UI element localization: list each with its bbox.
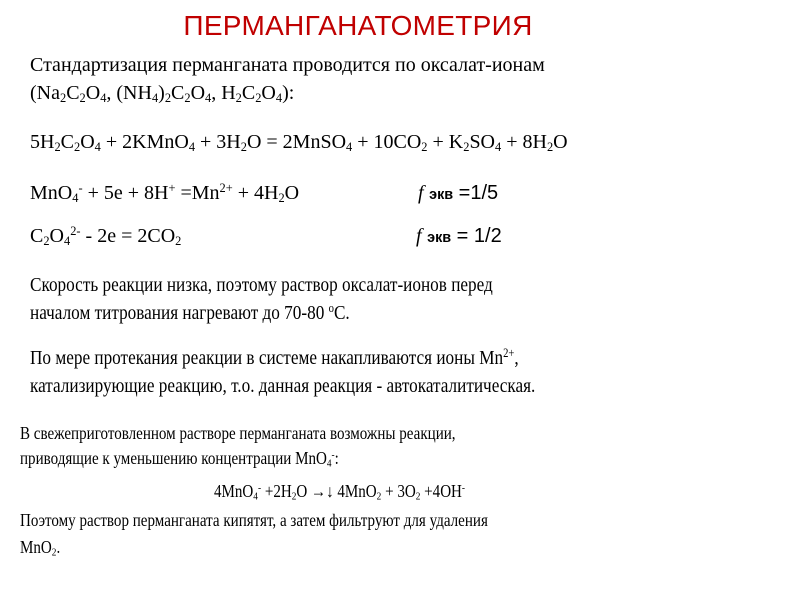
- text-fragment: + 10CO: [352, 131, 422, 153]
- subscript: 2: [43, 234, 50, 249]
- text-fragment: = 1/2: [451, 225, 502, 247]
- text-fragment: O →↓ 4MnO: [296, 481, 377, 501]
- subscript: 2: [59, 91, 67, 106]
- subscript: 4: [64, 234, 71, 249]
- text-fragment: :: [334, 448, 339, 468]
- slide-title: ПЕРМАНГАНАТОМЕТРИЯ: [183, 10, 533, 41]
- text-fragment: O: [80, 131, 95, 153]
- text-fragment: O: [190, 82, 206, 104]
- subscript: 2: [415, 490, 421, 503]
- text-fragment: f: [418, 182, 424, 204]
- text-fragment: По мере протекания реакции в системе накапливаются ионы Mn: [30, 347, 504, 369]
- paragraph-heating-line-2: [30, 298, 350, 328]
- text-fragment: .: [56, 537, 61, 557]
- text-fragment: + 2KMnO: [100, 131, 189, 153]
- subscript: 2: [74, 140, 81, 155]
- paragraph-autocatalysis-line-2: катализирующие реакцию, т.о. данная реакция - автокаталитическая.: [30, 375, 536, 397]
- text-fragment: (Na: [30, 82, 60, 104]
- subscript: 4: [188, 140, 196, 155]
- text-fragment: O: [85, 82, 101, 104]
- subscript: 4: [326, 457, 332, 470]
- subscript: 2: [184, 91, 191, 106]
- subscript: 2: [54, 140, 61, 155]
- subscript: 4: [346, 140, 353, 155]
- text-fragment: MnO: [20, 537, 52, 557]
- subscript: 2: [421, 140, 428, 155]
- subscript: 2: [235, 91, 242, 106]
- subscript: 4: [94, 140, 101, 155]
- subscript: 4: [253, 490, 258, 503]
- text-fragment: MnO: [30, 182, 73, 204]
- text-fragment: + 4H: [232, 182, 279, 204]
- half-reaction-permanganate: [30, 178, 299, 208]
- text-fragment: + 3H: [195, 131, 241, 153]
- equivalence-factor-1: [418, 178, 498, 210]
- text-fragment: приводящие к уменьшению концентрации MnO: [20, 448, 327, 468]
- subscript: 4: [151, 91, 159, 106]
- text-fragment: O: [261, 82, 276, 104]
- paragraph-heating-line-1: Скорость реакции низка, поэтому раствор оксалат-ионов перед: [30, 274, 493, 296]
- text-fragment: O: [284, 182, 300, 204]
- superscript: -: [78, 181, 83, 196]
- text-fragment: , (NH: [106, 82, 152, 104]
- text-fragment: +4OH: [420, 481, 462, 501]
- subscript: 2: [51, 546, 57, 559]
- half-reaction-oxalate: [30, 221, 181, 251]
- text-fragment: SO: [469, 131, 496, 153]
- subscript: 2: [278, 191, 285, 206]
- paragraph-decomposition-line-4: [20, 533, 60, 561]
- paragraph-decomposition-line-1: В свежеприготовленном растворе перманганата возможны реакции,: [20, 423, 456, 443]
- text-fragment: =1/5: [453, 182, 499, 204]
- subscript: 2: [546, 140, 554, 155]
- subscript: 4: [205, 91, 212, 106]
- subscript: 2: [463, 140, 470, 155]
- text-fragment: 4MnO: [214, 481, 254, 501]
- text-fragment: O: [553, 131, 568, 153]
- subscript: 4: [72, 191, 79, 206]
- subscript: 2: [291, 490, 297, 503]
- intro-line-1: Стандартизация перманганата проводится по оксалат-ионам: [30, 54, 545, 76]
- subscript: 2: [376, 490, 382, 503]
- text-fragment: C: [30, 225, 44, 247]
- text-fragment: O = 2MnSO: [246, 131, 347, 153]
- text-fragment: + K: [427, 131, 464, 153]
- text-fragment: ):: [282, 82, 295, 104]
- text-fragment: C: [66, 82, 80, 104]
- text-fragment: O: [49, 225, 64, 247]
- subscript: 2: [164, 91, 172, 106]
- subscript: 4: [495, 140, 502, 155]
- text-fragment: =Mn: [175, 182, 220, 204]
- subscript: 2: [255, 91, 262, 106]
- text-fragment: C: [60, 131, 74, 153]
- text-fragment: ,: [514, 347, 519, 369]
- superscript: 2+: [503, 346, 515, 361]
- text-fragment: ): [158, 82, 165, 104]
- superscript: o: [328, 301, 334, 316]
- text-fragment: +2H: [261, 481, 292, 501]
- text-fragment: , H: [211, 82, 236, 104]
- paragraph-autocatalysis-line-1: [30, 343, 519, 373]
- equivalence-factor-2: [416, 221, 502, 253]
- text-fragment: экв: [427, 230, 452, 246]
- text-fragment: + 3O: [381, 481, 416, 501]
- subscript: 2: [175, 234, 182, 249]
- superscript: -: [331, 449, 335, 462]
- text-fragment: началом титрования нагревают до 70-80: [30, 302, 329, 324]
- text-fragment: экв: [429, 187, 454, 203]
- superscript: +: [168, 181, 176, 196]
- text-fragment: - 2e = 2CO: [80, 225, 176, 247]
- superscript: 2+: [219, 181, 233, 196]
- paragraph-decomposition-line-2: [20, 444, 339, 472]
- superscript: -: [461, 482, 466, 495]
- text-fragment: + 8H: [501, 131, 547, 153]
- text-fragment: + 5e + 8H: [82, 182, 169, 204]
- paragraph-decomposition-line-3: Поэтому раствор перманганата кипятят, а затем фильтруют для удаления: [20, 510, 488, 530]
- intro-line-2: [30, 78, 294, 108]
- superscript: 2-: [70, 224, 81, 239]
- subscript: 2: [79, 91, 86, 106]
- subscript: 4: [275, 91, 283, 106]
- text-fragment: f: [416, 225, 422, 247]
- text-fragment: С.: [333, 302, 350, 324]
- text-fragment: C: [171, 82, 185, 104]
- decomposition-equation: [214, 477, 465, 505]
- text-fragment: 5H: [30, 131, 55, 153]
- superscript: -: [257, 482, 262, 495]
- text-fragment: C: [241, 82, 256, 104]
- subscript: 2: [240, 140, 247, 155]
- main-equation: [30, 127, 568, 157]
- subscript: 4: [100, 91, 107, 106]
